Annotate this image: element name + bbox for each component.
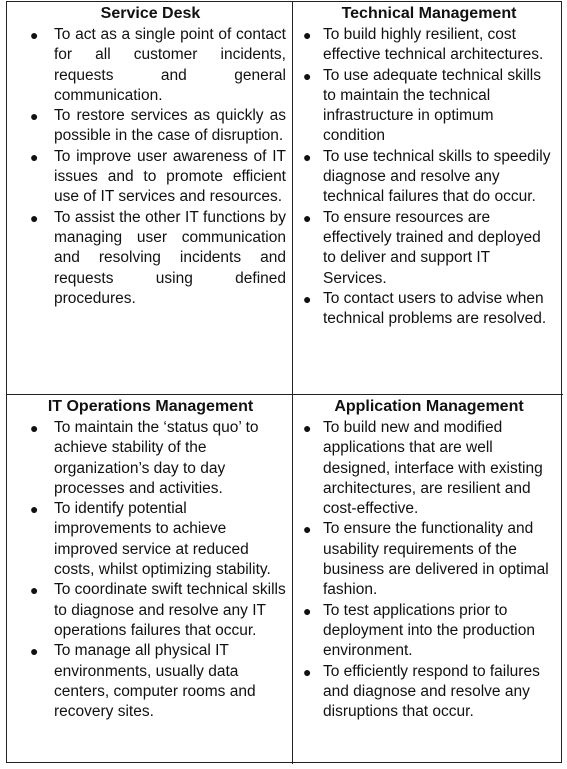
technical-management-list (301, 25, 557, 329)
bullet-icon: ● (303, 27, 312, 43)
list-item-text: To build highly resilient, cost effective technical architectures. (323, 26, 544, 64)
technical-management-title: Technical Management (341, 5, 517, 22)
list-item-text: To manage all physical IT environments, usually data centers, computer rooms and recovery sites. (54, 642, 256, 721)
list-item (15, 418, 286, 499)
list-item (301, 289, 557, 330)
application-management-cell (293, 395, 563, 764)
bullet-icon: ● (303, 148, 312, 165)
it-operations-management-cell (7, 395, 293, 764)
list-item-text: To assist the other IT functions by managing user communication and resolving incidents and requests using defined procedures. (54, 208, 286, 307)
list-item (301, 418, 557, 519)
list-item (301, 601, 557, 662)
list-item-text: To contact users to advise when technical problems are resolved. (323, 289, 547, 328)
list-item-text: To act as a single point of contact for all customer incidents, requests and general communication. (54, 26, 286, 104)
list-item-text: To improve user awareness of IT issues and to promote efficient use of IT services and resources. (54, 147, 286, 206)
bullet-icon: ● (303, 290, 312, 307)
list-item (301, 25, 557, 66)
list-item (301, 147, 557, 208)
list-item-text: To restore services as quickly as possible in the case of disruption. (54, 107, 286, 145)
functions-table (6, 1, 562, 763)
bullet-icon: ● (30, 209, 39, 226)
list-item (301, 208, 557, 289)
list-item (15, 147, 286, 208)
list-item-text: To maintain the ‘status quo’ to achieve stability of the organization’s day to day processes and activities. (54, 419, 259, 497)
list-item (15, 580, 286, 641)
list-item (15, 641, 286, 722)
bullet-icon: ● (303, 663, 312, 680)
list-item (301, 662, 557, 723)
list-item (15, 106, 286, 147)
service-desk-list (15, 25, 286, 309)
list-item-text: To efficiently respond to failures and diagnose and resolve any disruptions that occur. (323, 662, 540, 721)
bullet-icon: ● (303, 521, 312, 538)
list-item (301, 519, 557, 600)
list-item (15, 25, 286, 106)
bullet-icon: ● (30, 148, 39, 165)
bullet-icon: ● (30, 420, 39, 436)
bullet-icon: ● (30, 582, 39, 599)
technical-management-cell (293, 2, 563, 395)
list-item (15, 499, 286, 580)
list-item-text: To ensure the functionality and usability requirements of the business are delivered in optimal fashion. (323, 520, 549, 599)
application-management-list (301, 418, 557, 722)
list-item (301, 66, 557, 147)
list-item (15, 208, 286, 309)
list-item-text: To build new and modified applications that are well designed, interface with existing architectures, are resilient and cost-effective. (323, 419, 543, 518)
list-item-text: To use technical skills to speedily diagnose and resolve any technical failures that do occur. (323, 147, 551, 206)
bullet-icon: ● (303, 602, 312, 619)
bullet-icon: ● (30, 501, 39, 518)
it-operations-management-list (15, 418, 286, 722)
list-item-text: To test applications prior to deployment into the production environment. (323, 601, 535, 660)
list-item-text: To coordinate swift technical skills to diagnose and resolve any IT operations failures that occur. (54, 581, 286, 639)
application-management-title: Application Management (334, 398, 524, 415)
bullet-icon: ● (303, 209, 312, 226)
it-operations-management-title: IT Operations Management (47, 398, 254, 415)
bullet-icon: ● (30, 643, 39, 660)
list-item-text: To ensure resources are effectively trained and deployed to deliver and support IT Services. (323, 208, 541, 287)
service-desk-title: Service Desk (100, 5, 201, 22)
bullet-icon: ● (30, 108, 39, 125)
bullet-icon: ● (30, 27, 39, 43)
list-item-text: To use adequate technical skills to maintain the technical infrastructure in optimum condition (323, 66, 541, 145)
service-desk-cell (7, 2, 293, 395)
bullet-icon: ● (303, 67, 312, 84)
bullet-icon: ● (303, 420, 312, 436)
list-item-text: To identify potential improvements to achieve improved service at reduced costs, whilst optimizing stability. (54, 500, 271, 579)
